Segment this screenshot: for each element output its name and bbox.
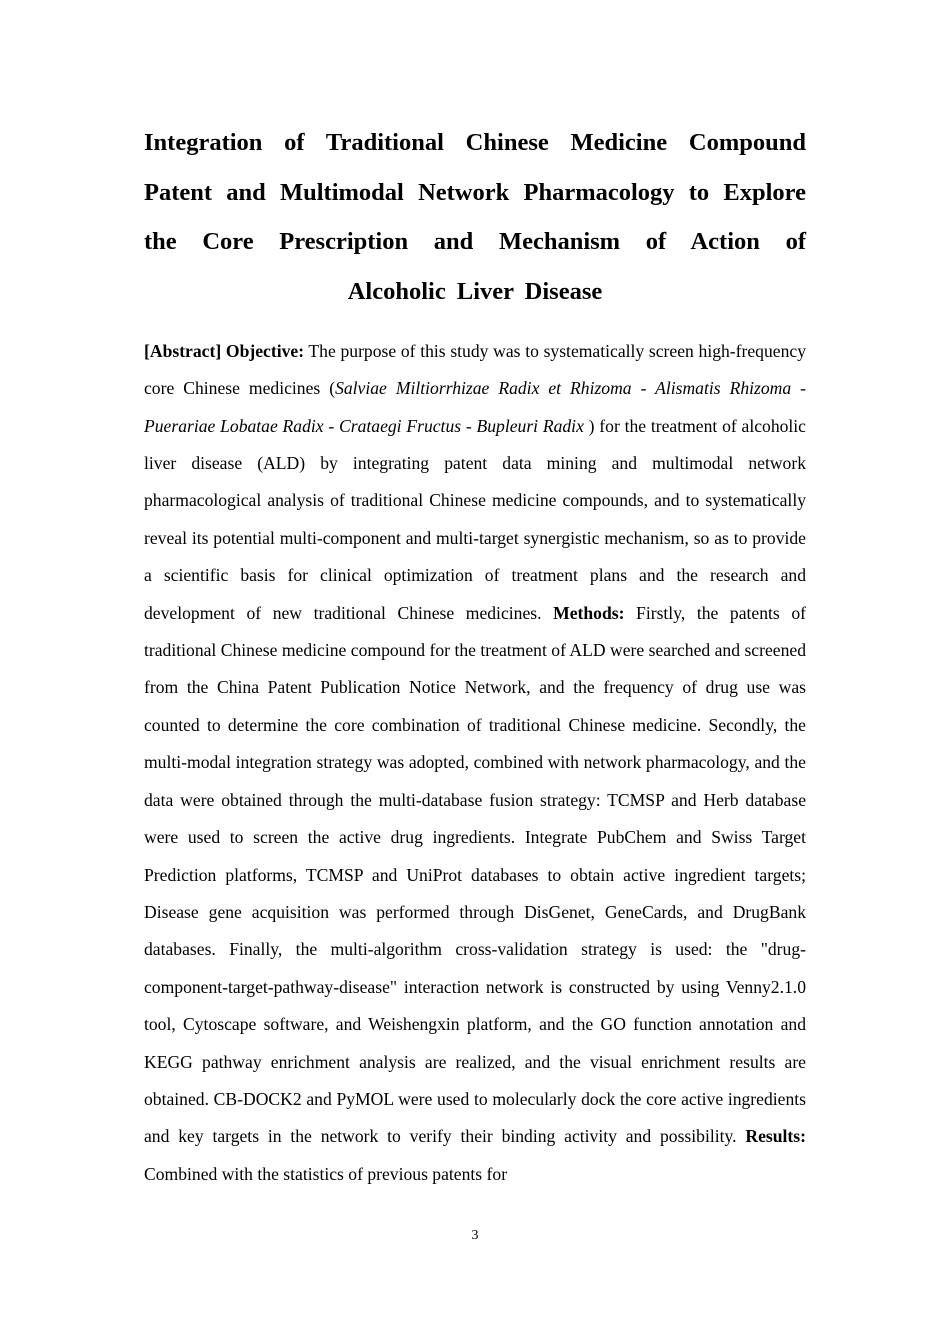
objective-herbs: Salviae Miltiorrhizae Radix et Rhizoma - Alismatis Rhizoma - Puerariae Lobatae Radix - Crataegi Fructus - Bupleuri Radix	[144, 378, 806, 436]
results-text: Combined with the statistics of previous patents for	[144, 1163, 508, 1184]
methods-text: Firstly, the patents of traditional Chinese medicine compound for the treatment of ALD were searched and screened from the China Patent Publication Notice Network, and the frequency of drug use was counted to determine the core combination of traditional Chinese medicine. Secondly, the multi-modal integration strategy was adopted, combined with network pharmacology, and the data were obtained through the multi-database fusion strategy: TCMSP and Herb database were used to screen the active drug ingredients. Integrate PubChem and Swiss Target Prediction platforms, TCMSP and UniProt databases to obtain active ingredient targets; Disease gene acquisition was performed through DisGenet, GeneCards, and DrugBank databases. Finally, the multi-algorithm cross-validation strategy is used: the "drug-component-target-pathway-disease" interaction network is constructed by using Venny2.1.0 tool, Cytoscape software, and Weishengxin platform, and the GO function annotation and KEGG pathway enrichment analysis are realized, and the visual enrichment results are obtained. CB-DOCK2 and PyMOL were used to molecularly dock the core active ingredients and key targets in the network to verify their binding activity and possibility.	[144, 602, 806, 1147]
paper-page	[144, 118, 806, 1193]
results-label: Results:	[745, 1126, 806, 1147]
methods-label: Methods:	[553, 602, 625, 623]
abstract-label: [Abstract]	[144, 340, 222, 361]
paper-title: Integration of Traditional Chinese Medicine Compound Patent and Multimodal Network Pharmacology to Explore the Core Prescription and Mechanism of Action of Alcoholic Liver Disease	[144, 129, 806, 306]
abstract-paragraph	[144, 333, 806, 1193]
objective-text-2: ) for the treatment of alcoholic liver disease (ALD) by integrating patent data mining and multimodal network pharmacological analysis of traditional Chinese medicine compounds, and to systematically reveal its potential multi-component and multi-target synergistic mechanism, so as to provide a scientific basis for clinical optimization of treatment plans and the research and development of new traditional Chinese medicines.	[144, 415, 806, 623]
objective-text-1: The purpose of this study was to systematically screen high-frequency core Chinese medicines (	[144, 340, 806, 399]
page-number: 3	[471, 1228, 479, 1243]
objective-label: Objective:	[225, 340, 305, 361]
